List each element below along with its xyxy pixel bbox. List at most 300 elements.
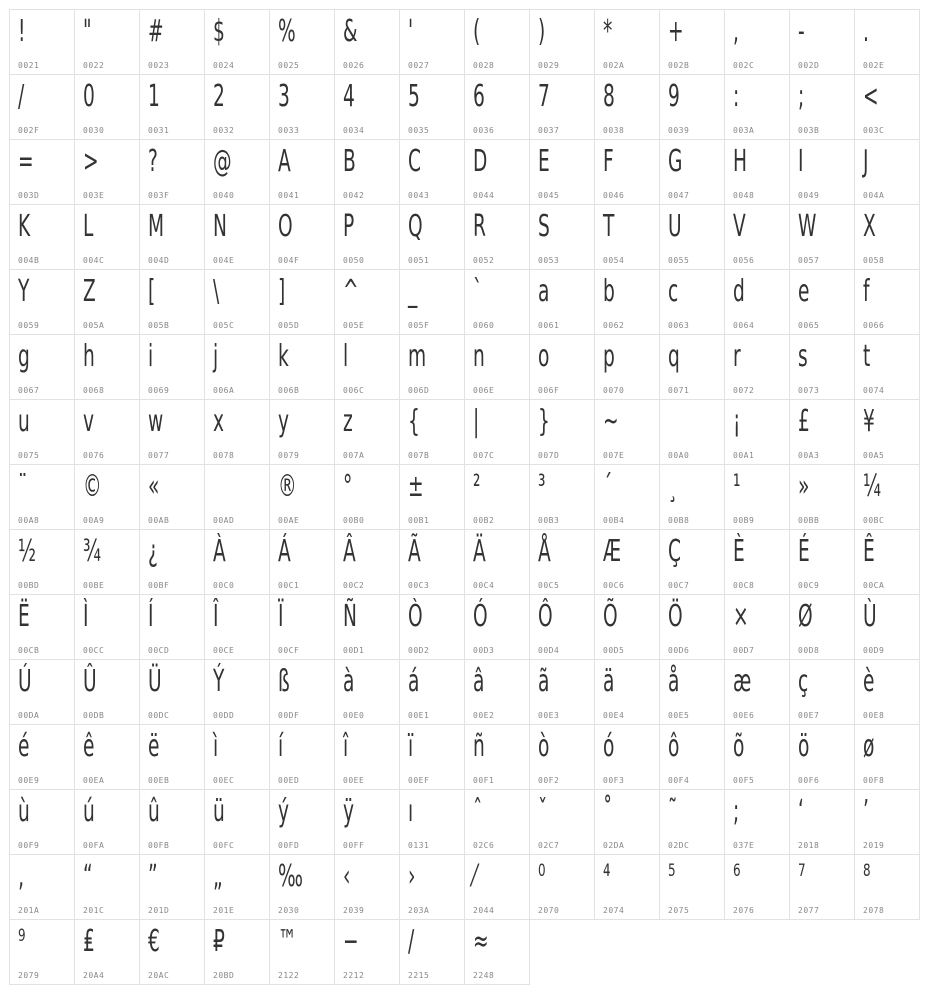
glyph-char: ø	[863, 729, 875, 764]
glyph-cell	[74, 724, 140, 790]
glyph-code: 00DA	[18, 711, 40, 720]
glyph-char: V	[733, 209, 746, 244]
glyph-code: 003E	[83, 191, 105, 200]
glyph-char: Z	[83, 274, 96, 309]
glyph-code: 0040	[213, 191, 235, 200]
glyph-char: I	[798, 144, 804, 179]
glyph-code: 004D	[148, 256, 170, 265]
glyph-cell	[9, 9, 75, 75]
glyph-char: Â	[343, 534, 356, 569]
glyph-char: Æ	[603, 534, 622, 569]
glyph-code: 0048	[733, 191, 755, 200]
glyph-cell	[594, 854, 660, 920]
glyph-cell	[269, 854, 335, 920]
glyph-cell	[789, 464, 855, 530]
glyph-code: 0077	[148, 451, 170, 460]
glyph-code: 00C2	[343, 581, 365, 590]
glyph-char: Û	[83, 664, 97, 699]
glyph-char: N	[213, 209, 227, 244]
glyph-char: í	[278, 729, 284, 764]
glyph-code: 2212	[343, 971, 365, 980]
glyph-cell	[399, 204, 465, 270]
glyph-char: 3	[278, 79, 290, 114]
glyph-char: i	[148, 339, 154, 374]
glyph-char: a	[538, 274, 550, 309]
glyph-cell	[724, 529, 790, 595]
glyph-char: <	[863, 79, 879, 114]
glyph-cell	[724, 139, 790, 205]
glyph-cell	[9, 919, 75, 985]
glyph-char: ü	[213, 794, 225, 829]
glyph-cell	[399, 139, 465, 205]
glyph-code: 003A	[733, 126, 755, 135]
glyph-code: 0027	[408, 61, 430, 70]
glyph-code: 00FB	[148, 841, 170, 850]
glyph-cell	[74, 204, 140, 270]
glyph-cell	[204, 139, 270, 205]
glyph-code: 0025	[278, 61, 300, 70]
glyph-char: [	[148, 274, 156, 309]
glyph-cell	[659, 334, 725, 400]
glyph-char: ó	[603, 729, 615, 764]
glyph-code: 00D3	[473, 646, 495, 655]
glyph-code: 0068	[83, 386, 105, 395]
glyph-code: 0030	[83, 126, 105, 135]
glyph-cell	[139, 204, 205, 270]
glyph-cell	[594, 9, 660, 75]
glyph-code: 0057	[798, 256, 820, 265]
glyph-char: £	[798, 404, 810, 439]
glyph-cell	[659, 659, 725, 725]
glyph-cell	[594, 204, 660, 270]
glyph-code: 00F8	[863, 776, 885, 785]
glyph-code: 00EB	[148, 776, 170, 785]
glyph-cell	[659, 9, 725, 75]
glyph-cell	[724, 594, 790, 660]
glyph-char: Î	[213, 599, 219, 634]
glyph-cell	[74, 74, 140, 140]
glyph-char: 4	[343, 79, 355, 114]
glyph-char: ¨	[18, 469, 28, 504]
glyph-cell	[724, 464, 790, 530]
glyph-cell	[399, 9, 465, 75]
glyph-char: ˜	[668, 794, 678, 829]
glyph-char: «	[148, 469, 160, 504]
glyph-cell	[594, 334, 660, 400]
glyph-cell	[464, 464, 530, 530]
glyph-code: 20BD	[213, 971, 235, 980]
glyph-cell	[529, 724, 595, 790]
glyph-code: 0039	[668, 126, 690, 135]
glyph-code: 0070	[603, 386, 625, 395]
glyph-char: 2	[213, 79, 225, 114]
glyph-code: 20AC	[148, 971, 170, 980]
glyph-char: >	[83, 144, 99, 179]
glyph-code: 00F9	[18, 841, 40, 850]
glyph-char: ,	[733, 14, 739, 49]
glyph-cell	[204, 789, 270, 855]
glyph-char: î	[343, 729, 349, 764]
glyph-code: 0024	[213, 61, 235, 70]
glyph-char: S	[538, 209, 550, 244]
glyph-cell	[464, 74, 530, 140]
glyph-char: ‹	[343, 859, 351, 894]
glyph-cell	[464, 399, 530, 465]
glyph-cell	[789, 334, 855, 400]
glyph-cell	[74, 139, 140, 205]
glyph-cell	[204, 724, 270, 790]
glyph-char: Ú	[18, 664, 32, 699]
glyph-code: 2030	[278, 906, 300, 915]
glyph-char: y	[278, 404, 290, 439]
glyph-cell	[9, 659, 75, 725]
glyph-char: ~	[603, 404, 619, 439]
glyph-cell	[74, 919, 140, 985]
glyph-char: ∕	[408, 924, 415, 959]
glyph-cell	[659, 139, 725, 205]
glyph-cell	[724, 724, 790, 790]
glyph-char: G	[668, 144, 683, 179]
glyph-cell	[464, 529, 530, 595]
glyph-code: 0038	[603, 126, 625, 135]
glyph-code: 00EE	[343, 776, 365, 785]
glyph-cell	[399, 724, 465, 790]
glyph-char: à	[343, 664, 355, 699]
glyph-cell	[854, 529, 920, 595]
glyph-cell	[334, 854, 400, 920]
glyph-cell	[204, 334, 270, 400]
glyph-char: ‚	[18, 859, 24, 894]
glyph-code: 00E0	[343, 711, 365, 720]
glyph-cell	[789, 204, 855, 270]
glyph-char	[668, 404, 674, 440]
glyph-code: 00ED	[278, 776, 300, 785]
glyph-code: 006A	[213, 386, 235, 395]
glyph-char: Å	[538, 534, 551, 569]
glyph-char: !	[18, 14, 26, 49]
glyph-cell	[464, 594, 530, 660]
glyph-cell	[529, 854, 595, 920]
glyph-code: 201A	[18, 906, 40, 915]
glyph-char: b	[603, 274, 615, 309]
glyph-code: 00A1	[733, 451, 755, 460]
glyph-code: 201D	[148, 906, 170, 915]
glyph-char: m	[408, 339, 427, 374]
glyph-cell	[529, 139, 595, 205]
glyph-code: 2078	[863, 906, 885, 915]
glyph-cell	[334, 919, 400, 985]
glyph-cell	[269, 529, 335, 595]
glyph-code: 0037	[538, 126, 560, 135]
glyph-cell	[659, 269, 725, 335]
glyph-cell	[854, 724, 920, 790]
glyph-char: −	[343, 924, 359, 959]
glyph-cell	[464, 659, 530, 725]
glyph-char: ¼	[863, 469, 882, 504]
glyph-code: 00D8	[798, 646, 820, 655]
glyph-code: 00F5	[733, 776, 755, 785]
glyph-cell	[204, 659, 270, 725]
glyph-code: 00DB	[83, 711, 105, 720]
glyph-cell	[854, 789, 920, 855]
glyph-code: 0023	[148, 61, 170, 70]
glyph-char: +	[668, 14, 684, 49]
glyph-char: è	[863, 664, 875, 699]
glyph-cell	[139, 334, 205, 400]
glyph-char: &	[343, 14, 358, 49]
glyph-code: 00A5	[863, 451, 885, 460]
glyph-char: °	[343, 469, 353, 504]
glyph-cell	[594, 789, 660, 855]
glyph-code: 0059	[18, 321, 40, 330]
glyph-cell	[789, 659, 855, 725]
glyph-char: ”	[148, 859, 158, 894]
glyph-cell	[9, 724, 75, 790]
glyph-code: 0055	[668, 256, 690, 265]
glyph-cell	[334, 789, 400, 855]
glyph-cell	[9, 74, 75, 140]
glyph-cell	[854, 399, 920, 465]
glyph-cell	[139, 529, 205, 595]
glyph-code: 00D6	[668, 646, 690, 655]
glyph-code: 00E6	[733, 711, 755, 720]
glyph-char: P	[343, 209, 355, 244]
glyph-code: 004A	[863, 191, 885, 200]
glyph-code: 0071	[668, 386, 690, 395]
glyph-code: 2074	[603, 906, 625, 915]
glyph-code: 00EF	[408, 776, 430, 785]
glyph-cell	[724, 204, 790, 270]
glyph-cell	[9, 789, 75, 855]
glyph-cell	[139, 464, 205, 530]
glyph-char: @	[213, 144, 232, 179]
glyph-code: 0051	[408, 256, 430, 265]
glyph-cell	[529, 659, 595, 725]
glyph-code: 007D	[538, 451, 560, 460]
glyph-char: ≈	[473, 924, 489, 959]
glyph-cell	[659, 74, 725, 140]
glyph-char: ú	[83, 794, 95, 829]
glyph-char: ¸	[668, 469, 678, 504]
glyph-code: 0056	[733, 256, 755, 265]
glyph-char: f	[863, 274, 870, 309]
glyph-cell	[399, 529, 465, 595]
glyph-code: 00CC	[83, 646, 105, 655]
glyph-char: ‘	[798, 794, 804, 829]
glyph-char: "	[83, 14, 92, 49]
glyph-code: 007E	[603, 451, 625, 460]
glyph-char: ù	[18, 794, 30, 829]
glyph-code: 002D	[798, 61, 820, 70]
glyph-code: 00E7	[798, 711, 820, 720]
glyph-code: 037E	[733, 841, 755, 850]
glyph-cell	[334, 269, 400, 335]
glyph-char: ¾	[83, 534, 102, 569]
glyph-cell	[399, 334, 465, 400]
glyph-code: 0043	[408, 191, 430, 200]
glyph-code: 00F6	[798, 776, 820, 785]
glyph-cell	[789, 789, 855, 855]
glyph-cell	[854, 9, 920, 75]
glyph-cell	[529, 789, 595, 855]
glyph-code: 0060	[473, 321, 495, 330]
glyph-cell	[269, 74, 335, 140]
glyph-char: ⁸	[863, 859, 871, 894]
glyph-char: 8	[603, 79, 615, 114]
glyph-code: 004E	[213, 256, 235, 265]
glyph-cell	[139, 919, 205, 985]
glyph-cell	[529, 74, 595, 140]
glyph-code: 02C7	[538, 841, 560, 850]
glyph-cell	[139, 659, 205, 725]
glyph-char: h	[83, 339, 95, 374]
glyph-cell	[399, 789, 465, 855]
glyph-char: q	[668, 339, 680, 374]
glyph-cell	[464, 919, 530, 985]
glyph-cell	[724, 854, 790, 920]
glyph-char: ñ	[473, 729, 485, 764]
glyph-cell	[269, 9, 335, 75]
glyph-cell	[74, 594, 140, 660]
glyph-code: 00B0	[343, 516, 365, 525]
glyph-cell	[9, 334, 75, 400]
glyph-code: 006B	[278, 386, 300, 395]
glyph-cell	[529, 204, 595, 270]
glyph-char: ˚	[603, 794, 613, 829]
glyph-char: s	[798, 339, 808, 374]
glyph-code: 0026	[343, 61, 365, 70]
glyph-code: 00D9	[863, 646, 885, 655]
glyph-code: 0079	[278, 451, 300, 460]
glyph-code: 201E	[213, 906, 235, 915]
glyph-code: 004C	[83, 256, 105, 265]
glyph-char: (	[473, 14, 481, 49]
glyph-code: 00FA	[83, 841, 105, 850]
glyph-char: ì	[213, 729, 219, 764]
glyph-code: 0042	[343, 191, 365, 200]
glyph-code: 00D7	[733, 646, 755, 655]
glyph-cell	[269, 204, 335, 270]
glyph-cell	[594, 464, 660, 530]
glyph-cell	[724, 334, 790, 400]
glyph-code: 002C	[733, 61, 755, 70]
glyph-char: ›	[408, 859, 416, 894]
glyph-code: 2122	[278, 971, 300, 980]
glyph-code: 0044	[473, 191, 495, 200]
glyph-char: ₤	[83, 924, 95, 959]
glyph-cell	[139, 594, 205, 660]
glyph-cell	[139, 269, 205, 335]
glyph-char: .	[863, 14, 869, 49]
glyph-cell	[659, 399, 725, 465]
glyph-code: 0033	[278, 126, 300, 135]
glyph-cell	[269, 724, 335, 790]
glyph-cell	[464, 789, 530, 855]
glyph-code: 2248	[473, 971, 495, 980]
glyph-cell	[789, 9, 855, 75]
glyph-char: ²	[473, 469, 481, 504]
glyph-code: 2075	[668, 906, 690, 915]
glyph-code: 00DF	[278, 711, 300, 720]
glyph-cell	[334, 139, 400, 205]
glyph-code: 00A8	[18, 516, 40, 525]
glyph-cell	[854, 334, 920, 400]
glyph-cell	[594, 594, 660, 660]
glyph-cell	[399, 269, 465, 335]
glyph-code: 00DD	[213, 711, 235, 720]
glyph-cell	[854, 854, 920, 920]
glyph-code: 00C9	[798, 581, 820, 590]
glyph-code: 00B9	[733, 516, 755, 525]
glyph-cell	[334, 74, 400, 140]
glyph-cell	[399, 464, 465, 530]
glyph-char: ò	[538, 729, 550, 764]
glyph-code: 00F4	[668, 776, 690, 785]
glyph-char: É	[798, 534, 810, 569]
glyph-code: 00BF	[148, 581, 170, 590]
glyph-code: 0131	[408, 841, 430, 850]
glyph-char: ë	[148, 729, 160, 764]
glyph-char: ¿	[148, 534, 158, 569]
glyph-code: 00F1	[473, 776, 495, 785]
glyph-char: »	[798, 469, 810, 504]
glyph-code: 0050	[343, 256, 365, 265]
glyph-cell	[334, 9, 400, 75]
glyph-char: #	[148, 14, 164, 49]
glyph-code: 004F	[278, 256, 300, 265]
glyph-code: 00C3	[408, 581, 430, 590]
glyph-code: 00BD	[18, 581, 40, 590]
glyph-char: ;	[733, 794, 740, 829]
glyph-char: â	[473, 664, 485, 699]
glyph-char: )	[538, 14, 546, 49]
glyph-char: Ä	[473, 534, 486, 569]
glyph-char: 1	[148, 79, 160, 114]
glyph-char: v	[83, 404, 95, 439]
glyph-code: 00FD	[278, 841, 300, 850]
glyph-code: 00EA	[83, 776, 105, 785]
glyph-char: ˇ	[538, 794, 548, 829]
glyph-code: 2079	[18, 971, 40, 980]
glyph-cell	[269, 334, 335, 400]
glyph-char: ®	[278, 469, 297, 504]
glyph-cell	[529, 399, 595, 465]
glyph-cell	[529, 9, 595, 75]
glyph-code: 002E	[863, 61, 885, 70]
glyph-cell	[464, 9, 530, 75]
glyph-code: 0021	[18, 61, 40, 70]
glyph-cell	[9, 854, 75, 920]
glyph-code: 005C	[213, 321, 235, 330]
glyph-char: Ó	[473, 599, 488, 634]
glyph-cell	[529, 269, 595, 335]
glyph-cell	[204, 269, 270, 335]
glyph-code: 0028	[473, 61, 495, 70]
glyph-cell	[334, 659, 400, 725]
glyph-char: ¹	[733, 469, 741, 504]
glyph-code: 0052	[473, 256, 495, 265]
glyph-char: ö	[798, 729, 810, 764]
glyph-code: 00C1	[278, 581, 300, 590]
glyph-char: X	[863, 209, 876, 244]
glyph-code: 0065	[798, 321, 820, 330]
glyph-code: 0078	[213, 451, 235, 460]
glyph-char: ^	[343, 274, 359, 309]
glyph-cell	[139, 724, 205, 790]
glyph-cell	[854, 74, 920, 140]
glyph-char: €	[148, 924, 160, 959]
glyph-code: 00E1	[408, 711, 430, 720]
